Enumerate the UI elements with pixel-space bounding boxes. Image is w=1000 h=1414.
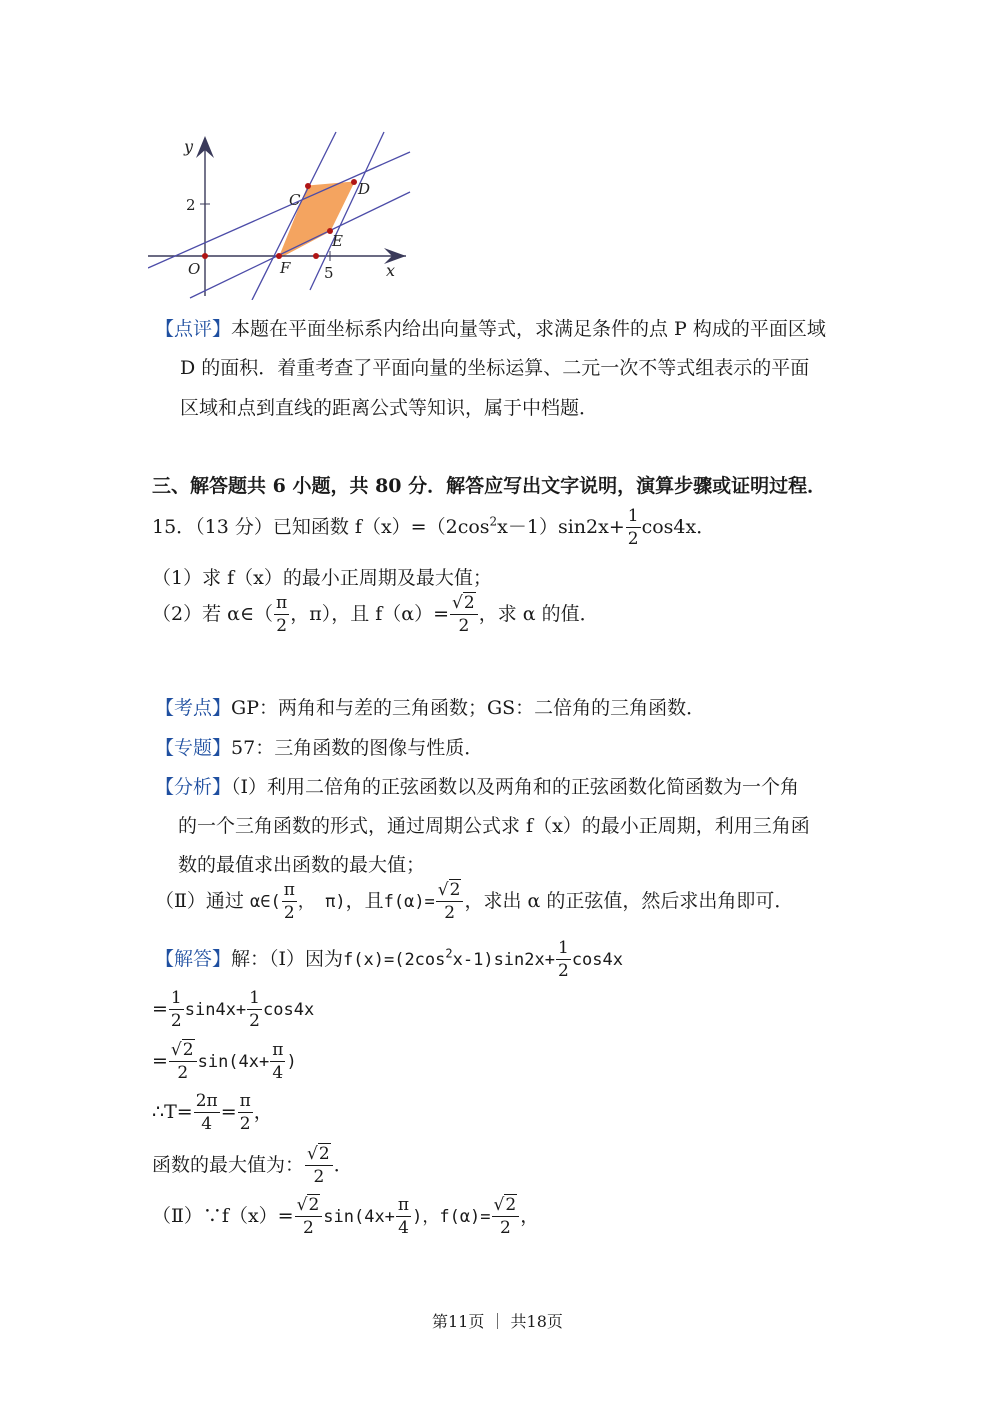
fenxi-tag: 【分析】 <box>155 776 232 798</box>
step3: ∴T= $\frac{2\pi}{4}$ = $\frac{\pi}{2}$ ， <box>152 1091 273 1134</box>
section-heading: 三、解答题共 6 小题，共 80 分．解答应写出文字说明，演算步骤或证明过程． <box>152 475 827 497</box>
q15-frac: $\frac{1}{2}$ <box>627 506 639 549</box>
e-label: E <box>332 232 343 250</box>
fenxi-line2: 的一个三角函数的形式，通过周期公式求 f（x）的最小正周期，利用三角函 <box>178 815 810 837</box>
zhuanti-tag: 【专题】 <box>155 737 232 759</box>
point-x <box>313 253 319 259</box>
zhuanti-line: 【专题】57：三角函数的图像与性质． <box>155 737 484 759</box>
page-footer: 第11页 ｜ 共18页 <box>432 1312 563 1331</box>
fenxi-line4: （Ⅱ）通过 α∈( $\frac{\pi}{2}$ ， π)，且f(α)= $\frac{√2}{2}$ ，求出 α 的正弦值，然后求出角即可． <box>155 880 794 923</box>
tick-5-label: 5 <box>324 264 334 282</box>
review-tag: 【点评】 <box>155 318 232 340</box>
c-label: C <box>289 191 301 209</box>
d-label: D <box>358 180 371 198</box>
max-value: 函数的最大值为： $\frac{√2}{2}$ ． <box>152 1144 353 1187</box>
step2: = $\frac{√2}{2}$ sin(4x+ $\frac{\pi}{4}$ ) <box>152 1040 297 1083</box>
y-label: y <box>184 137 194 156</box>
point-c <box>305 183 311 189</box>
origin-label: O <box>188 260 201 278</box>
f-label: F <box>280 259 291 277</box>
x-label: x <box>386 261 396 280</box>
q15-part1: （1）求 f（x）的最小正周期及最大值； <box>152 567 492 589</box>
review-line3: 区域和点到直线的距离公式等知识，属于中档题． <box>180 397 599 419</box>
review-line2: D 的面积．着重考查了平面向量的坐标运算、二元一次不等式组表示的平面 <box>180 357 810 379</box>
point-o <box>202 253 208 259</box>
jieda-line: 【解答】解：（Ⅰ）因为$f(x)=(2\cos^2x-1)\sin 2x+$ $\frac{1}{2}$ cos4x <box>155 938 623 981</box>
step1: = $\frac{1}{2}$ sin4x+ $\frac{1}{2}$ cos4x <box>152 988 315 1031</box>
jieda-tag: 【解答】 <box>155 948 232 970</box>
kaodian-tag: 【考点】 <box>155 697 232 719</box>
fenxi-line1: 【分析】（Ⅰ）利用二倍角的正弦函数以及两角和的正弦函数化简函数为一个角 <box>155 776 800 798</box>
part2-line: （Ⅱ）∵f（x）= $\frac{√2}{2}$ sin(4x+ $\frac{\pi}{4}$ )，f(α)= $\frac{√2}{2}$ ， <box>152 1195 540 1238</box>
coordinate-figure <box>148 128 418 300</box>
review-line1: 【点评】本题在平面坐标系内给出向量等式，求满足条件的点 P 构成的平面区域 <box>155 318 826 340</box>
kaodian-line: 【考点】GP：两角和与差的三角函数；GS：二倍角的三角函数． <box>155 697 706 719</box>
tick-2-label: 2 <box>186 196 196 214</box>
point-d <box>351 179 357 185</box>
fenxi-line3: 数的最值求出函数的最大值； <box>178 854 426 876</box>
q15-stem: 15．（13 分）已知函数 $f(x)=(2\cos^2x-1)\sin 2x+$ $\frac{1}{2}$ cos4x． <box>152 506 716 549</box>
q15-part2: （2）若 α∈（ $\frac{\pi}{2}$ ，π），且 f（α）= $\frac{√2}{2}$ ，求 α 的值． <box>152 593 599 636</box>
